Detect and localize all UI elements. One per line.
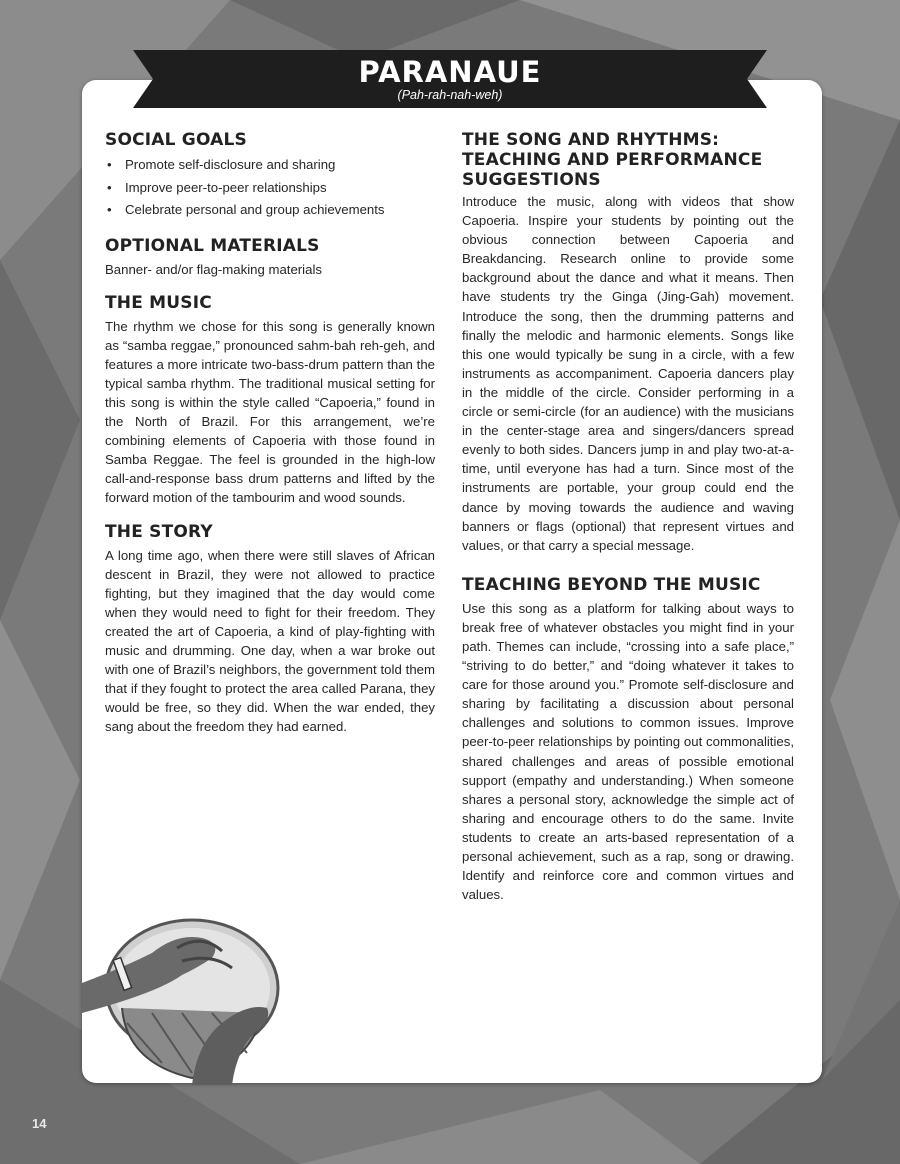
- list-item: • Celebrate personal and group achievements: [105, 199, 435, 222]
- optional-materials-text: Banner- and/or flag-making materials: [105, 261, 322, 277]
- title-banner: [133, 50, 767, 108]
- optional-materials-heading: OPTIONAL MATERIALS: [105, 235, 320, 256]
- social-goals-list: [105, 154, 435, 222]
- song-rhythms-section: [462, 130, 794, 555]
- social-goals-heading: SOCIAL GOALS: [105, 130, 247, 150]
- the-music-heading: THE MUSIC: [105, 292, 212, 313]
- the-music-text: The rhythm we chose for this song is generally known as “samba reggae,” pronounced sahm-bah reh-geh, and features a more intricate two-bass-drum pattern than the typical samba rhythm. The traditional musical setting for this song is within the style called “Capoeria,” found in the North of Brazil. For this arrangement, we’re combining elements of Capoeria with those found in Samba Reggae. The feel is grounded in the high-low call-and-response bass drum patterns and lifted by the forward motion of the tambourim and wood sounds.: [105, 318, 435, 506]
- list-item: • Promote self-disclosure and sharing: [105, 154, 435, 177]
- pronunciation: (Pah-rah-nah-weh): [397, 88, 503, 102]
- left-column: [105, 130, 435, 750]
- teaching-beyond-section: [462, 575, 794, 905]
- social-goals-section: [105, 130, 435, 222]
- the-story-heading: THE STORY: [105, 521, 213, 542]
- teaching-beyond-text: Use this song as a platform for talking about ways to break free of whatever obstacles you might find in your path. Themes can include, “crossing into a safe place,” “striving to do better,” and “doing whatever it takes to care for those around you.” Promote self-disclosure and sharing by facilitating a discussion about personal challenges and solutions to common issues. Improve peer-to-peer relationships by pointing out commonalities, shared challenges and areas of possible emotional support (empathy and understanding.) When someone shares a personal story, acknowledge the simple act of sharing and encourage others to do the same. Invite students to create an arts-based representation of a personal achievement, such as a rap, song or drawing. Identify and reinforce core and common virtues and values.: [462, 600, 794, 903]
- the-music-section: [105, 293, 435, 508]
- page-number: 14: [32, 1116, 47, 1131]
- page-title: PARANAUE: [358, 55, 542, 89]
- song-rhythms-text: Introduce the music, along with videos that show Capoeria. Inspire your students by pointing out the obvious connection between Capoeria and Breakdancing. Research online to provide some background about the dance and what it means. Then have students try the Ginga (Jing-Gah) movement. Introduce the song, then the drumming patterns and finally the melodic and harmonic elements. Songs like this one would typically be sung in a circle, with a few instruments as accompaniment. Capoeria dancers play in the middle of the circle. Consider performing in a circle or semi-circle (for an audience) with the musicians in the center-stage area and singers/dancers spread evenly to both sides. Dancers jump in and play two-at-a-time, until everyone has had a turn. Since most of the instruments are portable, your group could end the dance by moving towards the audience and waving banners or flags (optional) that represent virtues and values, or that carry a special message.: [462, 194, 794, 553]
- teaching-beyond-heading: TEACHING BEYOND THE MUSIC: [462, 574, 761, 595]
- optional-materials-section: [105, 236, 435, 279]
- the-story-text: A long time ago, when there were still slaves of African descent in Brazil, they were not allowed to practice fighting, but they imagined that the day would come when they would need to fight for their freedom. They created the art of Capoeria, a kind of play-fighting with music and drumming. One day, when a war broke out with one of Brazil’s neighbors, the government told them that if they fought to protect the area called Parana, they would be free, so they did. When the war ended, they sang about the freedom they had earned.: [105, 547, 435, 735]
- right-column: [462, 130, 794, 918]
- list-item: • Improve peer-to-peer relationships: [105, 177, 435, 200]
- the-story-section: [105, 522, 435, 737]
- drum-hands-illustration: [82, 913, 282, 1085]
- song-rhythms-heading: THE SONG AND RHYTHMS: TEACHING AND PERFORMANCE SUGGESTIONS: [462, 130, 763, 190]
